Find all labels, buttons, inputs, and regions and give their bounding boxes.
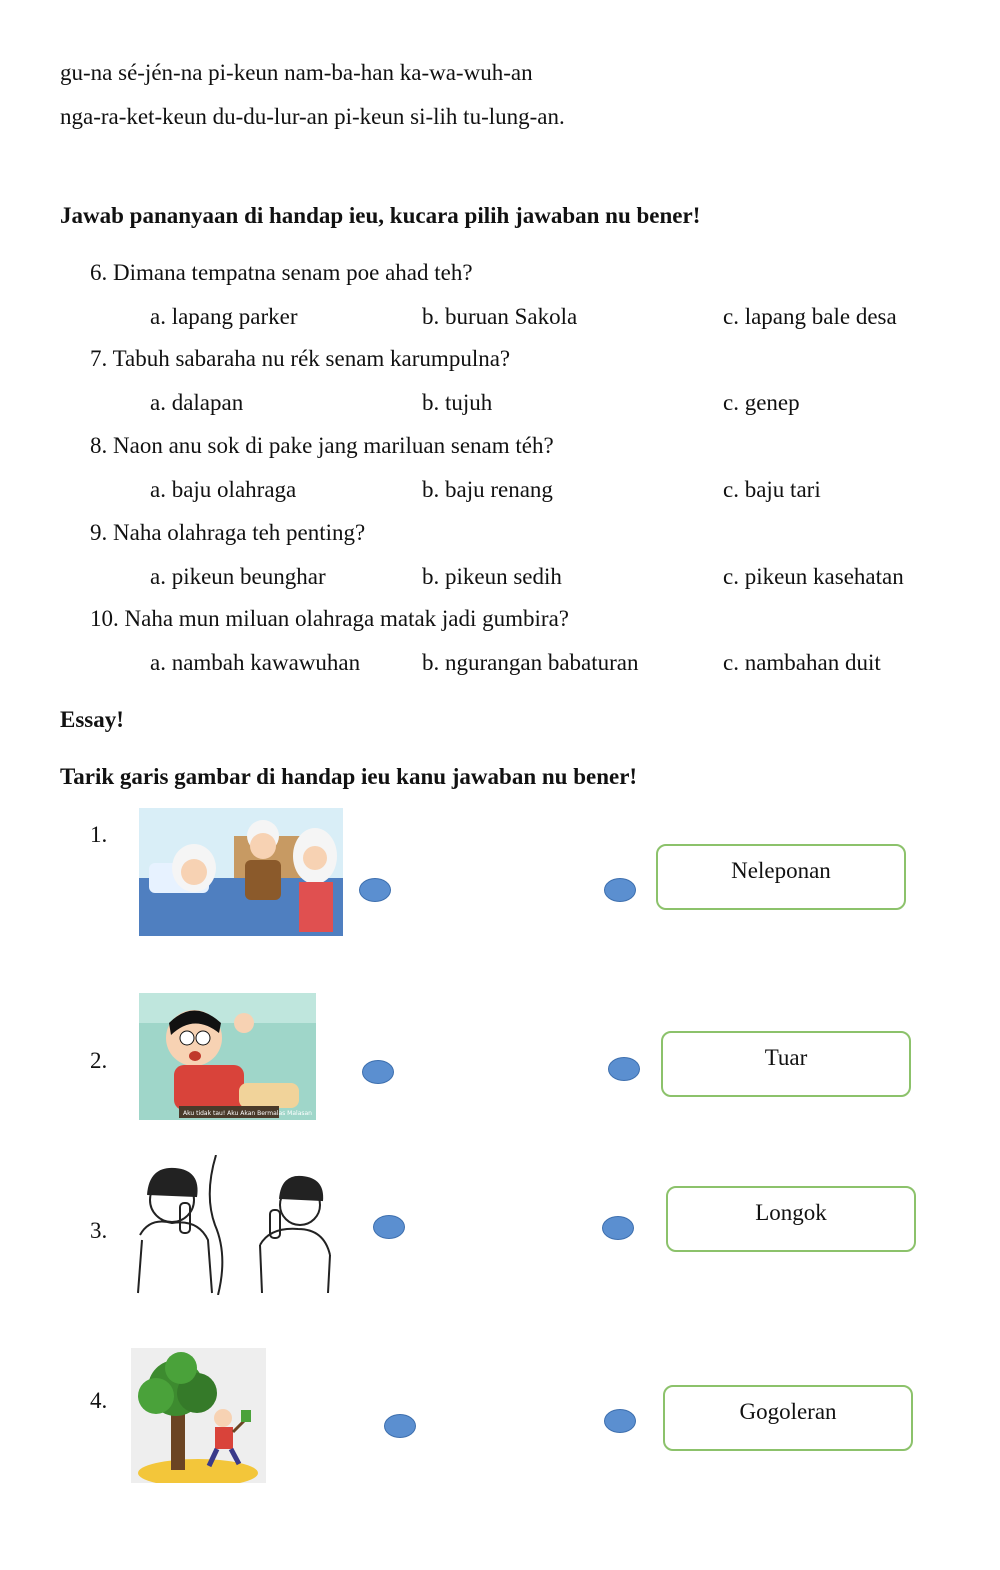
answer-box-tuar[interactable]: Tuar	[661, 1031, 911, 1097]
option-8a[interactable]: a. baju olahraga	[150, 477, 297, 502]
right-dot-2[interactable]	[608, 1057, 640, 1081]
answer-box-gogoleran[interactable]: Gogoleran	[663, 1385, 913, 1451]
left-dot-2[interactable]	[362, 1060, 394, 1084]
question-9: 9. Naha olahraga teh penting?	[90, 520, 366, 545]
option-10c[interactable]: c. nambahan duit	[723, 650, 881, 675]
option-8b[interactable]: b. baju renang	[422, 477, 553, 502]
option-9c[interactable]: c. pikeun kasehatan	[723, 564, 904, 589]
mc-instruction: Jawab pananyaan di handap ieu, kucara pilih jawaban nu bener!	[60, 203, 701, 228]
left-dot-1[interactable]	[359, 878, 391, 902]
right-dot-3[interactable]	[602, 1216, 634, 1240]
option-10a[interactable]: a. nambah kawawuhan	[150, 650, 361, 675]
tree-cutting-illustration	[131, 1348, 266, 1483]
option-6a[interactable]: a. lapang parker	[150, 304, 298, 329]
option-9b[interactable]: b. pikeun sedih	[422, 564, 562, 589]
option-7c[interactable]: c. genep	[723, 390, 800, 415]
left-dot-3[interactable]	[373, 1215, 405, 1239]
match-number-1: 1.	[90, 822, 108, 847]
answer-box-neleponan[interactable]: Neleponan	[656, 844, 906, 910]
option-6c[interactable]: c. lapang bale desa	[723, 304, 897, 329]
right-dot-1[interactable]	[604, 878, 636, 902]
image-caption-2: Aku tidak tau! Aku Akan Bermalas Malasan	[183, 1110, 312, 1117]
intro-line-2: nga-ra-ket-keun du-du-lur-an pi-keun si-lih tu-lung-an.	[60, 104, 565, 129]
option-9a[interactable]: a. pikeun beunghar	[150, 564, 326, 589]
match-number-4: 4.	[90, 1388, 108, 1413]
question-10: 10. Naha mun miluan olahraga matak jadi gumbira?	[90, 606, 570, 631]
right-dot-4[interactable]	[604, 1409, 636, 1433]
question-7: 7. Tabuh sabaraha nu rék senam karumpulna?	[90, 346, 511, 371]
option-6b[interactable]: b. buruan Sakola	[422, 304, 578, 329]
match-instruction: Tarik garis gambar di handap ieu kanu jawaban nu bener!	[60, 764, 638, 789]
sick-visit-illustration	[139, 808, 343, 936]
question-8: 8. Naon anu sok di pake jang mariluan senam téh?	[90, 433, 554, 458]
option-7a[interactable]: a. dalapan	[150, 390, 244, 415]
intro-line-1: gu-na sé-jén-na pi-keun nam-ba-han ka-wa-wuh-an	[60, 60, 533, 85]
lazy-boy-illustration	[139, 993, 316, 1120]
option-7b[interactable]: b. tujuh	[422, 390, 493, 415]
option-8c[interactable]: c. baju tari	[723, 477, 821, 502]
match-number-3: 3.	[90, 1218, 108, 1243]
phone-call-illustration	[120, 1155, 332, 1295]
match-number-2: 2.	[90, 1048, 108, 1073]
option-10b[interactable]: b. ngurangan babaturan	[422, 650, 639, 675]
question-6: 6. Dimana tempatna senam poe ahad teh?	[90, 260, 473, 285]
essay-heading: Essay!	[60, 707, 124, 732]
left-dot-4[interactable]	[384, 1414, 416, 1438]
answer-box-longok[interactable]: Longok	[666, 1186, 916, 1252]
